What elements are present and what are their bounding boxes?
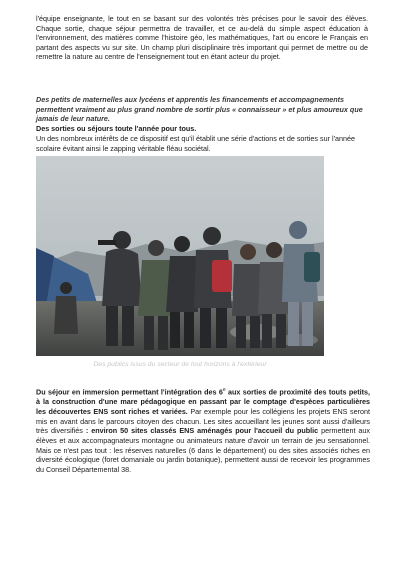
photo-caption: Des publics issus du secteur de tout horizons à l'extérieur (93, 361, 267, 368)
group-photo-illustration (36, 156, 324, 356)
bold-mid: : environ 50 sites classés ENS aménagés pour l'accueil du public (85, 426, 319, 436)
paragraph-highlight: Des petits de maternelles aux lycéens et apprentis les financements et accompagnements permettent vraiment au plus grand nombre de sortir plus « connaisseur » et plus amoureux que jamais de leur nature. (36, 95, 363, 124)
superscript-e: e (222, 387, 226, 393)
paragraph-intro: l'équipe enseignante, le tout en se basant sur des volontés très précises pour le savoir des élèves. Chaque sortie, chaque séjour permettra de travailler, et ce au-delà du simple aspect éducation à l'environnement, des matières comme l'histoire géo, les mathématiques, l'art ou encore le Français en partant des aspects vu sur site. Un champ pluri disciplinaire très important qui permet de mettre ou de remettre la nature au centre de l'enseignement tout en étant acteur du projet. (36, 14, 368, 62)
text-a: Par exemple pour les collégiens les projets ENS seront mis en avant dans le parcours citoyen des chacun. Les sites accueillant les jeunes sont aussi d'ailleurs très diversifiés (36, 406, 370, 436)
text-b: permettent aux élèves et aux accompagnateurs montagne ou animateurs nature d'avoir un terrain de jeu sensationnel. Mais ce n'est pas tout : les réserves naturelles (6 dans le département) ou des sites associés riches en diversité écologique (foret domaniale ou jardin botanique), permettent aussi de recevoir les programmes du Conseil Départemental 38. (36, 426, 370, 475)
bold-intro-a: Du séjour en immersion permettant l'intégration des 6 (36, 387, 223, 397)
group-photo (36, 156, 324, 356)
paragraph-sejours (36, 386, 370, 475)
section-heading: Des sorties ou séjours toute l'année pour tous. (36, 124, 197, 133)
bold-intro-b: aux sorties de proximité des touts petits, à la construction d'une mare pédagogique en passant par le comptage d'espèces particulières les découvertes ENS sont riches et variées. (36, 387, 370, 416)
paragraph-dispositif: Un des nombreux intérêts de ce dispositif est qu'il établit une série d'actions et de sorties sur l'année scolaire évitant ainsi le zapping véritable fléau sociétal. (36, 134, 355, 153)
